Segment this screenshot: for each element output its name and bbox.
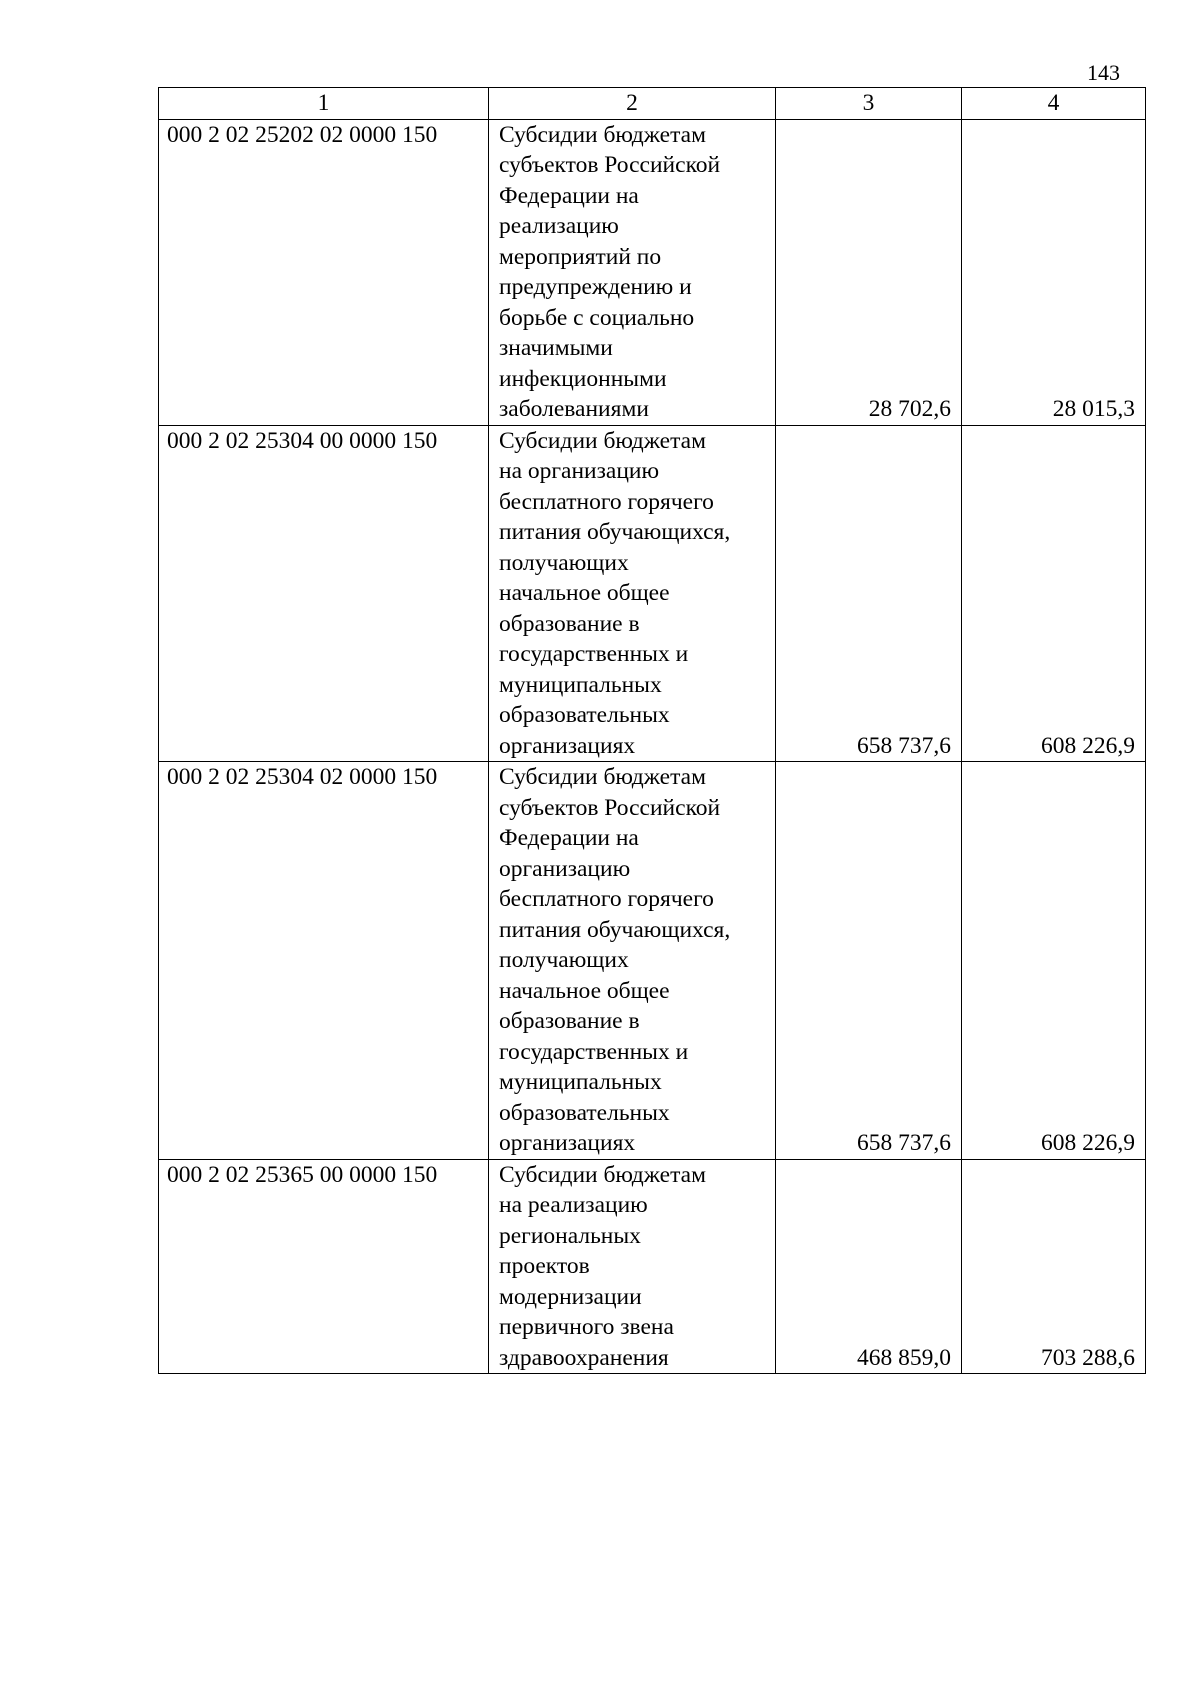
description-line: бесплатного горячего: [499, 488, 714, 515]
description-line: муниципальных: [499, 1069, 662, 1095]
description-line: получающих: [499, 947, 629, 973]
description-line: образовательных: [499, 1099, 670, 1126]
page-number: 143: [1087, 60, 1120, 85]
column-header-1: 1: [159, 88, 489, 120]
description-cell: [489, 762, 776, 1160]
description-line: предупреждению и: [499, 274, 692, 300]
description-line: питания обучающихся,: [499, 916, 731, 943]
description-line: начальное общее: [499, 580, 670, 606]
table-row: [159, 1159, 1146, 1374]
description-line: модернизации: [499, 1283, 642, 1310]
column-header-3: 3: [776, 88, 962, 120]
description-line: здравоохранения: [499, 1344, 669, 1371]
description-line: на организацию: [499, 458, 660, 484]
description-line: Субсидии бюджетам: [499, 1161, 706, 1188]
description-line: Федерации на: [499, 825, 639, 851]
description-line: проектов: [499, 1253, 590, 1279]
description-line: получающих: [499, 549, 629, 576]
budget-code-cell: 000 2 02 25304 02 0000 150: [159, 762, 489, 1160]
description-line: организацию: [499, 855, 631, 882]
header-row: [159, 88, 1146, 120]
description-line: организациях: [499, 1130, 636, 1156]
description-line: реализацию: [499, 213, 619, 239]
description-cell: [489, 425, 776, 762]
table-header: [159, 88, 1146, 120]
amount-column-3-cell: 28 702,6: [776, 119, 962, 425]
description-line: муниципальных: [499, 671, 662, 698]
description-line: на реализацию: [499, 1192, 648, 1218]
amount-column-3-cell: 658 737,6: [776, 762, 962, 1160]
budget-table: [158, 87, 1146, 1374]
description-line: образовательных: [499, 702, 670, 728]
description-line: государственных и: [499, 641, 689, 667]
table-row: [159, 119, 1146, 425]
description-line: субъектов Российской: [499, 794, 721, 821]
description-line: борьбе с социально: [499, 304, 695, 331]
description-line: заболеваниями: [499, 396, 649, 422]
amount-column-3-cell: 468 859,0: [776, 1159, 962, 1374]
description-line: государственных и: [499, 1038, 689, 1065]
amount-column-4-cell: 608 226,9: [962, 762, 1146, 1160]
description-line: питания обучающихся,: [499, 519, 731, 545]
description-line: Федерации на: [499, 182, 639, 209]
amount-column-3-cell: 658 737,6: [776, 425, 962, 762]
table-body: [159, 119, 1146, 1374]
table-row: [159, 425, 1146, 762]
description-line: значимыми: [499, 335, 613, 361]
description-cell: [489, 1159, 776, 1374]
amount-column-4-cell: 608 226,9: [962, 425, 1146, 762]
amount-column-4-cell: 28 015,3: [962, 119, 1146, 425]
description-line: региональных: [499, 1222, 641, 1249]
amount-column-4-cell: 703 288,6: [962, 1159, 1146, 1374]
description-line: Субсидии бюджетам: [499, 121, 706, 148]
description-line: образование в: [499, 610, 640, 637]
description-line: субъектов Российской: [499, 152, 721, 178]
description-line: первичного звена: [499, 1314, 674, 1340]
description-line: Субсидии бюджетам: [499, 764, 706, 790]
budget-code-cell: 000 2 02 25304 00 0000 150: [159, 425, 489, 762]
column-header-2: 2: [489, 88, 776, 120]
column-header-4: 4: [962, 88, 1146, 120]
description-line: бесплатного горячего: [499, 886, 714, 912]
budget-code-cell: 000 2 02 25202 02 0000 150: [159, 119, 489, 425]
description-line: образование в: [499, 1008, 640, 1034]
description-line: инфекционными: [499, 365, 667, 392]
description-line: Субсидии бюджетам: [499, 427, 706, 454]
description-line: начальное общее: [499, 977, 670, 1004]
description-cell: [489, 119, 776, 425]
description-line: мероприятий по: [499, 243, 662, 270]
table-row: [159, 762, 1146, 1160]
description-line: организациях: [499, 732, 636, 759]
budget-code-cell: 000 2 02 25365 00 0000 150: [159, 1159, 489, 1374]
